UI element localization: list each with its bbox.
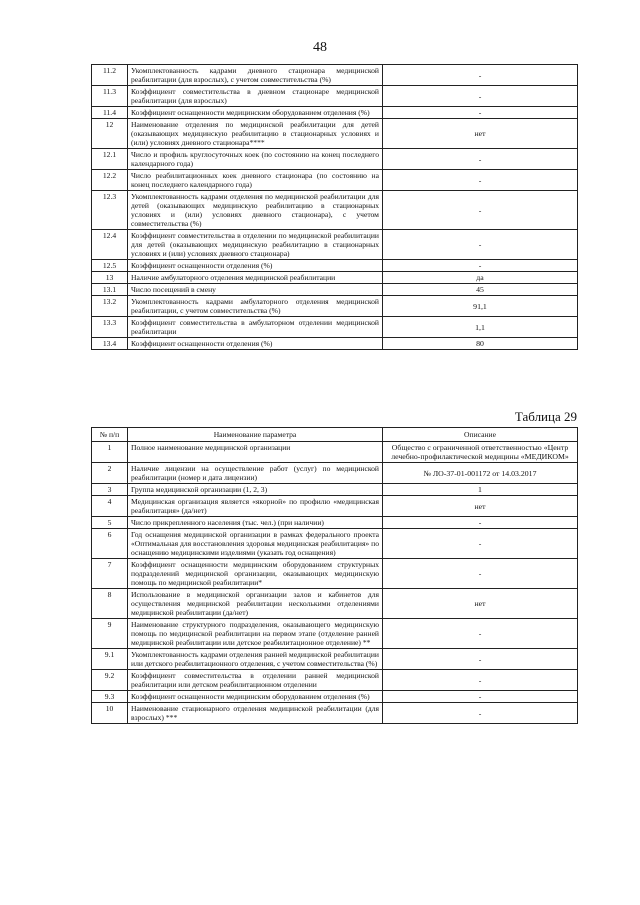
parameter-name: Медицинская организация является «якорной» по профилю «медицинская реабилитация» (да/нет) bbox=[128, 496, 383, 517]
parameter-name: Коэффициент оснащенности медицинским оборудованием отделения (%) bbox=[128, 691, 383, 703]
table-row bbox=[92, 107, 578, 119]
table-row bbox=[92, 589, 578, 619]
parameter-name: Коэффициент совместительства в дневном стационаре медицинской реабилитации (для взрослых) bbox=[128, 86, 383, 107]
parameter-name: Наименование отделения по медицинской реабилитации для детей (оказывающих медицинскую реабилитацию в стационарных условиях и (или) условиях дневного стационара**** bbox=[128, 119, 383, 149]
table-row bbox=[92, 463, 578, 484]
row-number: 13.3 bbox=[92, 317, 128, 338]
parameters-table-continued bbox=[91, 64, 578, 350]
row-number: 12 bbox=[92, 119, 128, 149]
page-number: 48 bbox=[313, 40, 327, 55]
row-number: 12.1 bbox=[92, 149, 128, 170]
parameter-name: Укомплектованность кадрами отделения по медицинской реабилитации для детей (оказывающих медицинскую реабилитацию в стационарных условиях и (или) условиях дневного стационара), с учетом совместительства (%) bbox=[128, 191, 383, 230]
row-number: 9 bbox=[92, 619, 128, 649]
parameter-name: Коэффициент оснащенности медицинским оборудованием структурных подразделений медицинской организации, оказывающих медицинскую помощь по медицинской реабилитации* bbox=[128, 559, 383, 589]
parameter-value: - bbox=[383, 230, 578, 260]
table-29 bbox=[91, 427, 578, 724]
parameter-value: - bbox=[383, 670, 578, 691]
row-number: 11.3 bbox=[92, 86, 128, 107]
parameter-value: 1,1 bbox=[383, 317, 578, 338]
parameter-value: - bbox=[383, 703, 578, 724]
parameter-name: Коэффициент оснащенности отделения (%) bbox=[128, 338, 383, 350]
table-row bbox=[92, 272, 578, 284]
table-row bbox=[92, 484, 578, 496]
parameter-name: Число посещений в смену bbox=[128, 284, 383, 296]
parameter-value: нет bbox=[383, 589, 578, 619]
row-number: 7 bbox=[92, 559, 128, 589]
parameter-value: - bbox=[383, 649, 578, 670]
row-number: 13.2 bbox=[92, 296, 128, 317]
table-row bbox=[92, 559, 578, 589]
table-row bbox=[92, 149, 578, 170]
parameter-name: Наличие лицензии на осуществление работ (услуг) по медицинской реабилитации (номер и дата лицензии) bbox=[128, 463, 383, 484]
table-row bbox=[92, 170, 578, 191]
parameter-value: 45 bbox=[383, 284, 578, 296]
table-row bbox=[92, 649, 578, 670]
table-row bbox=[92, 703, 578, 724]
parameter-name: Наименование структурного подразделения, оказывающего медицинскую помощь по медицинской реабилитации на первом этапе (отделение ранней медицинской реабилитации или детское реабилитационное отделение) ** bbox=[128, 619, 383, 649]
parameter-name: Полное наименование медицинской организации bbox=[128, 442, 383, 463]
parameter-value: - bbox=[383, 65, 578, 86]
table-row bbox=[92, 191, 578, 230]
row-number: 6 bbox=[92, 529, 128, 559]
row-number: 8 bbox=[92, 589, 128, 619]
parameter-name: Наличие амбулаторного отделения медицинской реабилитации bbox=[128, 272, 383, 284]
parameter-value: - bbox=[383, 517, 578, 529]
row-number: 13 bbox=[92, 272, 128, 284]
parameter-value: да bbox=[383, 272, 578, 284]
table-row bbox=[92, 670, 578, 691]
row-number: 9.2 bbox=[92, 670, 128, 691]
row-number: 11.4 bbox=[92, 107, 128, 119]
parameter-name: Коэффициент совместительства в отделении ранней медицинской реабилитации или детском реабилитационном отделении bbox=[128, 670, 383, 691]
parameter-value: 80 bbox=[383, 338, 578, 350]
parameter-value: - bbox=[383, 619, 578, 649]
table-row bbox=[92, 529, 578, 559]
parameter-value: - bbox=[383, 149, 578, 170]
parameter-value: 1 bbox=[383, 484, 578, 496]
parameter-name: Коэффициент оснащенности отделения (%) bbox=[128, 260, 383, 272]
parameter-name: Коэффициент совместительства в отделении по медицинской реабилитации для детей (оказывающих медицинскую реабилитацию в стационарных условиях и (или) условиях дневного стационара) bbox=[128, 230, 383, 260]
parameter-value: 91,1 bbox=[383, 296, 578, 317]
table-row bbox=[92, 296, 578, 317]
parameter-value: Общество с ограниченной ответственностью «Центр лечебно-профилактической медицины «МЕДИКОМ» bbox=[383, 442, 578, 463]
row-number: 4 bbox=[92, 496, 128, 517]
parameter-name: Число прикрепленного населения (тыс. чел.) (при наличии) bbox=[128, 517, 383, 529]
parameter-value: - bbox=[383, 529, 578, 559]
row-number: 13.1 bbox=[92, 284, 128, 296]
parameter-name: Число и профиль круглосуточных коек (по состоянию на конец последнего календарного года) bbox=[128, 149, 383, 170]
parameter-name: Наименование стационарного отделения медицинской реабилитации (для взрослых) *** bbox=[128, 703, 383, 724]
parameter-value: - bbox=[383, 191, 578, 230]
parameter-name: Использование в медицинской организации залов и кабинетов для осуществления медицинской реабилитации несколькими отделениями медицинской реабилитации (да/нет) bbox=[128, 589, 383, 619]
table-row bbox=[92, 119, 578, 149]
parameter-name: Укомплектованность кадрами дневного стационара медицинской реабилитации (для взрослых), с учетом совместительства (%) bbox=[128, 65, 383, 86]
parameter-value: - bbox=[383, 170, 578, 191]
parameter-value: - bbox=[383, 691, 578, 703]
table-row bbox=[92, 496, 578, 517]
parameter-name: Укомплектованность кадрами отделения ранней медицинской реабилитации или детского реабилитационного отделения, с учетом совместительства (%) bbox=[128, 649, 383, 670]
row-number: 9.1 bbox=[92, 649, 128, 670]
parameter-name: Коэффициент совместительства в амбулаторном отделении медицинской реабилитации bbox=[128, 317, 383, 338]
table-row bbox=[92, 442, 578, 463]
table-header-row bbox=[92, 428, 578, 442]
row-number: 11.2 bbox=[92, 65, 128, 86]
parameter-value: нет bbox=[383, 496, 578, 517]
row-number: 12.4 bbox=[92, 230, 128, 260]
row-number: 3 bbox=[92, 484, 128, 496]
table-row bbox=[92, 338, 578, 350]
table-row bbox=[92, 691, 578, 703]
parameter-value: № ЛО-37-01-001172 от 14.03.2017 bbox=[383, 463, 578, 484]
parameter-value: - bbox=[383, 559, 578, 589]
table-row bbox=[92, 230, 578, 260]
header-param: Наименование параметра bbox=[128, 428, 383, 442]
table-row bbox=[92, 317, 578, 338]
parameter-value: - bbox=[383, 107, 578, 119]
row-number: 12.3 bbox=[92, 191, 128, 230]
parameter-name: Укомплектованность кадрами амбулаторного отделения медицинской реабилитации, с учетом совместительства (%) bbox=[128, 296, 383, 317]
row-number: 5 bbox=[92, 517, 128, 529]
table-row bbox=[92, 260, 578, 272]
parameter-value: нет bbox=[383, 119, 578, 149]
row-number: 1 bbox=[92, 442, 128, 463]
row-number: 12.5 bbox=[92, 260, 128, 272]
row-number: 2 bbox=[92, 463, 128, 484]
table-row bbox=[92, 619, 578, 649]
table-row bbox=[92, 517, 578, 529]
row-number: 9.3 bbox=[92, 691, 128, 703]
table-row bbox=[92, 86, 578, 107]
parameter-name: Коэффициент оснащенности медицинским оборудованием отделения (%) bbox=[128, 107, 383, 119]
row-number: 10 bbox=[92, 703, 128, 724]
table-row bbox=[92, 284, 578, 296]
parameter-value: - bbox=[383, 86, 578, 107]
parameter-name: Группа медицинской организации (1, 2, 3) bbox=[128, 484, 383, 496]
header-num: № п/п bbox=[92, 428, 128, 442]
parameter-name: Год оснащения медицинской организации в рамках федерального проекта «Оптимальная для восстановления здоровья медицинская реабилитация» по оснащению медицинскими изделиями (указать год оснащения) bbox=[128, 529, 383, 559]
parameter-value: - bbox=[383, 260, 578, 272]
header-value: Описание bbox=[383, 428, 578, 442]
row-number: 13.4 bbox=[92, 338, 128, 350]
parameter-name: Число реабилитационных коек дневного стационара (по состоянию на конец последнего календарного года) bbox=[128, 170, 383, 191]
table-title: Таблица 29 bbox=[514, 409, 577, 424]
table-row bbox=[92, 65, 578, 86]
row-number: 12.2 bbox=[92, 170, 128, 191]
